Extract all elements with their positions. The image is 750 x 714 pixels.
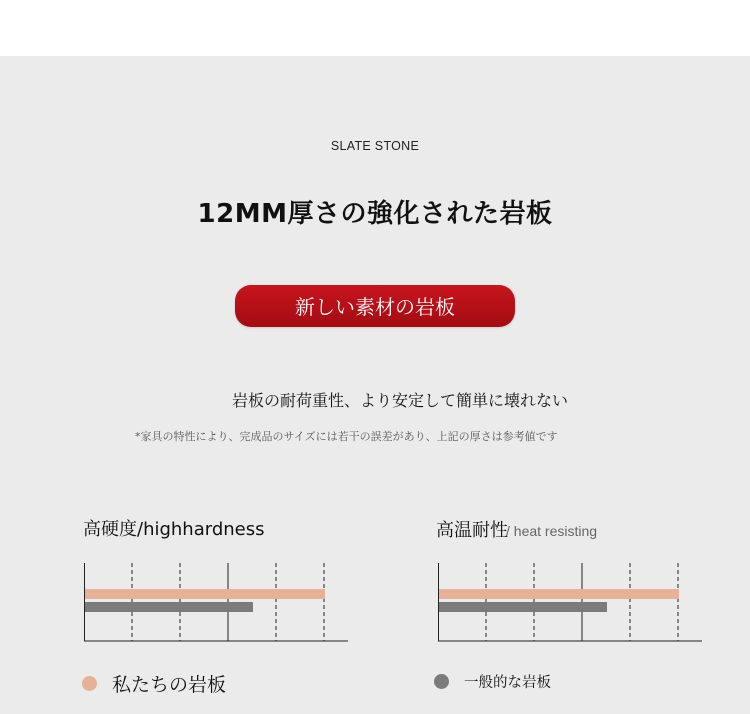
heat-chart (438, 563, 702, 643)
legend-generic (434, 671, 551, 692)
legend-generic-label: 一般的な岩板 (464, 675, 551, 691)
chart-title-heat-subtext: / heat resisting (506, 523, 598, 539)
chart-title-heat-text: 高温耐性 (436, 520, 508, 541)
bar-generic (439, 602, 607, 612)
page-title: 12MM厚さの強化された岩板 (197, 199, 553, 229)
legend-ours (82, 670, 226, 697)
material-badge: 新しい素材の岩板 (235, 285, 515, 327)
footnote: *家具の特性により、完成品のサイズには若干の誤差があり、上記の厚さは参考値です (135, 430, 558, 443)
brand-label: SLATE STONE (330, 139, 420, 153)
bar-ours (85, 589, 325, 599)
top-strip (0, 0, 750, 56)
chart-title-heat (436, 516, 597, 542)
bar-ours (439, 589, 679, 599)
legend-ours-swatch (82, 676, 97, 691)
chart-title-hardness (83, 515, 265, 541)
legend-ours-label: 私たちの岩板 (112, 674, 227, 696)
chart-title-hardness-text: 高硬度/highhardness (83, 519, 265, 540)
bar-generic (85, 602, 253, 612)
feature-description: 岩板の耐荷重性、より安定して簡単に壊れない (231, 391, 568, 410)
legend-generic-swatch (434, 674, 449, 689)
hardness-chart (84, 563, 348, 643)
